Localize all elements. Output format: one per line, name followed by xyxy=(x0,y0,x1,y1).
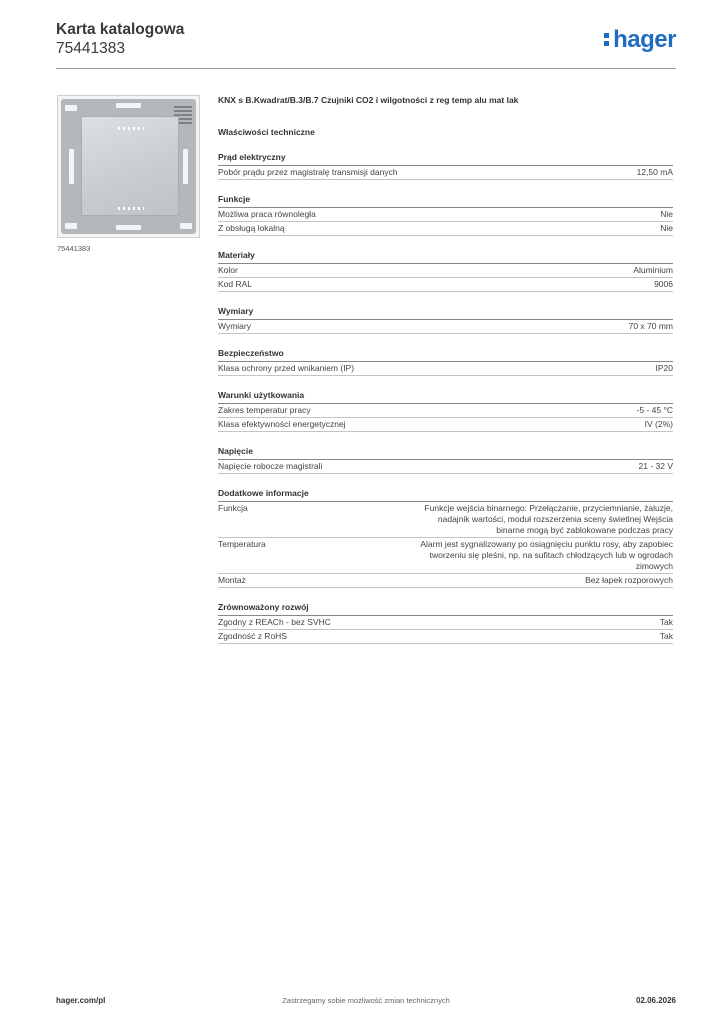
spec-label: Z obsługą lokalną xyxy=(218,223,285,233)
spec-row xyxy=(218,502,673,538)
spec-row xyxy=(218,222,673,236)
spec-value: Alarm jest sygnalizowany po osiągnięciu punktu rosy, aby zapobiec tworzeniu się pleśni, np. na sufitach chłodzących lub w ogrodach zimowych xyxy=(420,539,673,571)
spec-value: Funkcje wejścia binarnego: Przełączanie, przyciemnianie, żaluzje, nadajnik wartości, moduł rozszerzenia sceny świetlnej Wejścia binarne mogą być zablokowane podczas pracy xyxy=(424,503,673,535)
spec-value: Tak xyxy=(659,631,673,641)
document-title: Karta katalogowa xyxy=(56,21,185,38)
spec-label: Możliwa praca równoległa xyxy=(218,209,316,219)
spec-label: Temperatura xyxy=(218,539,266,549)
spec-value: 9006 xyxy=(654,279,673,289)
product-image xyxy=(57,95,200,238)
spec-value: IP20 xyxy=(655,363,673,373)
spec-label: Zakres temperatur pracy xyxy=(218,405,311,415)
hager-logo xyxy=(604,26,676,54)
plate-hole xyxy=(65,223,77,229)
footer-notice: Zastrzegamy sobie możliwość zmian technicznych xyxy=(282,996,450,1005)
spec-value: IV (2%) xyxy=(644,419,673,429)
spec-row xyxy=(218,616,673,630)
section-title: Właściwości techniczne xyxy=(218,127,315,137)
spec-group xyxy=(218,194,673,236)
logo-text: hager xyxy=(613,26,676,53)
spec-group-title: Prąd elektryczny xyxy=(218,152,673,166)
spec-group-title: Bezpieczeństwo xyxy=(218,348,673,362)
spec-groups xyxy=(218,152,673,644)
spec-group xyxy=(218,152,673,180)
spec-label: Zgodność z RoHS xyxy=(218,631,287,641)
header-divider xyxy=(56,68,676,69)
led-row-bottom xyxy=(118,207,144,210)
spec-label: Pobór prądu przez magistralę transmisji danych xyxy=(218,167,398,177)
spec-label: Kolor xyxy=(218,265,238,275)
spec-group-title: Wymiary xyxy=(218,306,673,320)
spec-value: Bez łapek rozporowych xyxy=(585,575,673,585)
spec-group xyxy=(218,446,673,474)
plate-hole xyxy=(116,103,141,108)
spec-row xyxy=(218,630,673,644)
spec-row xyxy=(218,278,673,292)
spec-group xyxy=(218,488,673,588)
spec-group xyxy=(218,250,673,292)
spec-value: 70 x 70 mm xyxy=(628,321,673,331)
spec-group xyxy=(218,306,673,334)
page-header xyxy=(56,20,676,68)
plate-hole xyxy=(65,105,77,111)
spec-group xyxy=(218,348,673,376)
document-number: 75441383 xyxy=(56,40,125,57)
spec-row xyxy=(218,574,673,588)
plate-hole xyxy=(116,225,141,230)
spec-value: 21 - 32 V xyxy=(638,461,673,471)
spec-row xyxy=(218,166,673,180)
spec-label: Zgodny z REACh - bez SVHC xyxy=(218,617,331,627)
spec-group-title: Funkcje xyxy=(218,194,673,208)
spec-value: Nie xyxy=(660,209,673,219)
spec-row xyxy=(218,264,673,278)
spec-label: Klasa efektywności energetycznej xyxy=(218,419,346,429)
footer-date: 02.06.2026 xyxy=(635,996,676,1005)
plate-hole xyxy=(69,149,74,184)
spec-row xyxy=(218,362,673,376)
spec-content xyxy=(218,95,673,644)
spec-value: Nie xyxy=(660,223,673,233)
spec-group-title: Napięcie xyxy=(218,446,673,460)
spec-group xyxy=(218,390,673,432)
spec-group-title: Dodatkowe informacje xyxy=(218,488,673,502)
spec-group-title: Warunki użytkowania xyxy=(218,390,673,404)
mounting-plate xyxy=(61,99,196,234)
spec-group xyxy=(218,602,673,644)
page-footer xyxy=(56,996,676,1010)
spec-value: Tak xyxy=(659,617,673,627)
plate-hole xyxy=(180,223,192,229)
spec-label: Wymiary xyxy=(218,321,251,331)
spec-group-title: Zrównoważony rozwój xyxy=(218,602,673,616)
spec-value: 12,50 mA xyxy=(636,167,673,177)
spec-label: Klasa ochrony przed wnikaniem (IP) xyxy=(218,363,355,373)
footer-website-link[interactable]: hager.com/pl xyxy=(56,996,106,1005)
plate-hole xyxy=(183,149,188,184)
logo-dots-icon xyxy=(604,30,610,48)
spec-row xyxy=(218,208,673,222)
image-caption: 75441383 xyxy=(57,244,91,253)
spec-label: Kod RAL xyxy=(218,279,253,289)
spec-row xyxy=(218,418,673,432)
sensor-cover xyxy=(81,116,179,216)
spec-row xyxy=(218,460,673,474)
product-title: KNX s B.Kwadrat/B.3/B.7 Czujniki CO2 i wilgotności z reg temp alu mat lak xyxy=(218,95,519,105)
spec-row xyxy=(218,404,673,418)
spec-group-title: Materiały xyxy=(218,250,673,264)
led-row-top xyxy=(118,127,144,130)
spec-label: Napięcie robocze magistrali xyxy=(218,461,323,471)
spec-row xyxy=(218,320,673,334)
spec-label: Funkcja xyxy=(218,503,248,513)
spec-row xyxy=(218,538,673,574)
spec-value: -5 - 45 °C xyxy=(636,405,673,415)
spec-label: Montaż xyxy=(218,575,246,585)
spec-value: Aluminium xyxy=(633,265,673,275)
